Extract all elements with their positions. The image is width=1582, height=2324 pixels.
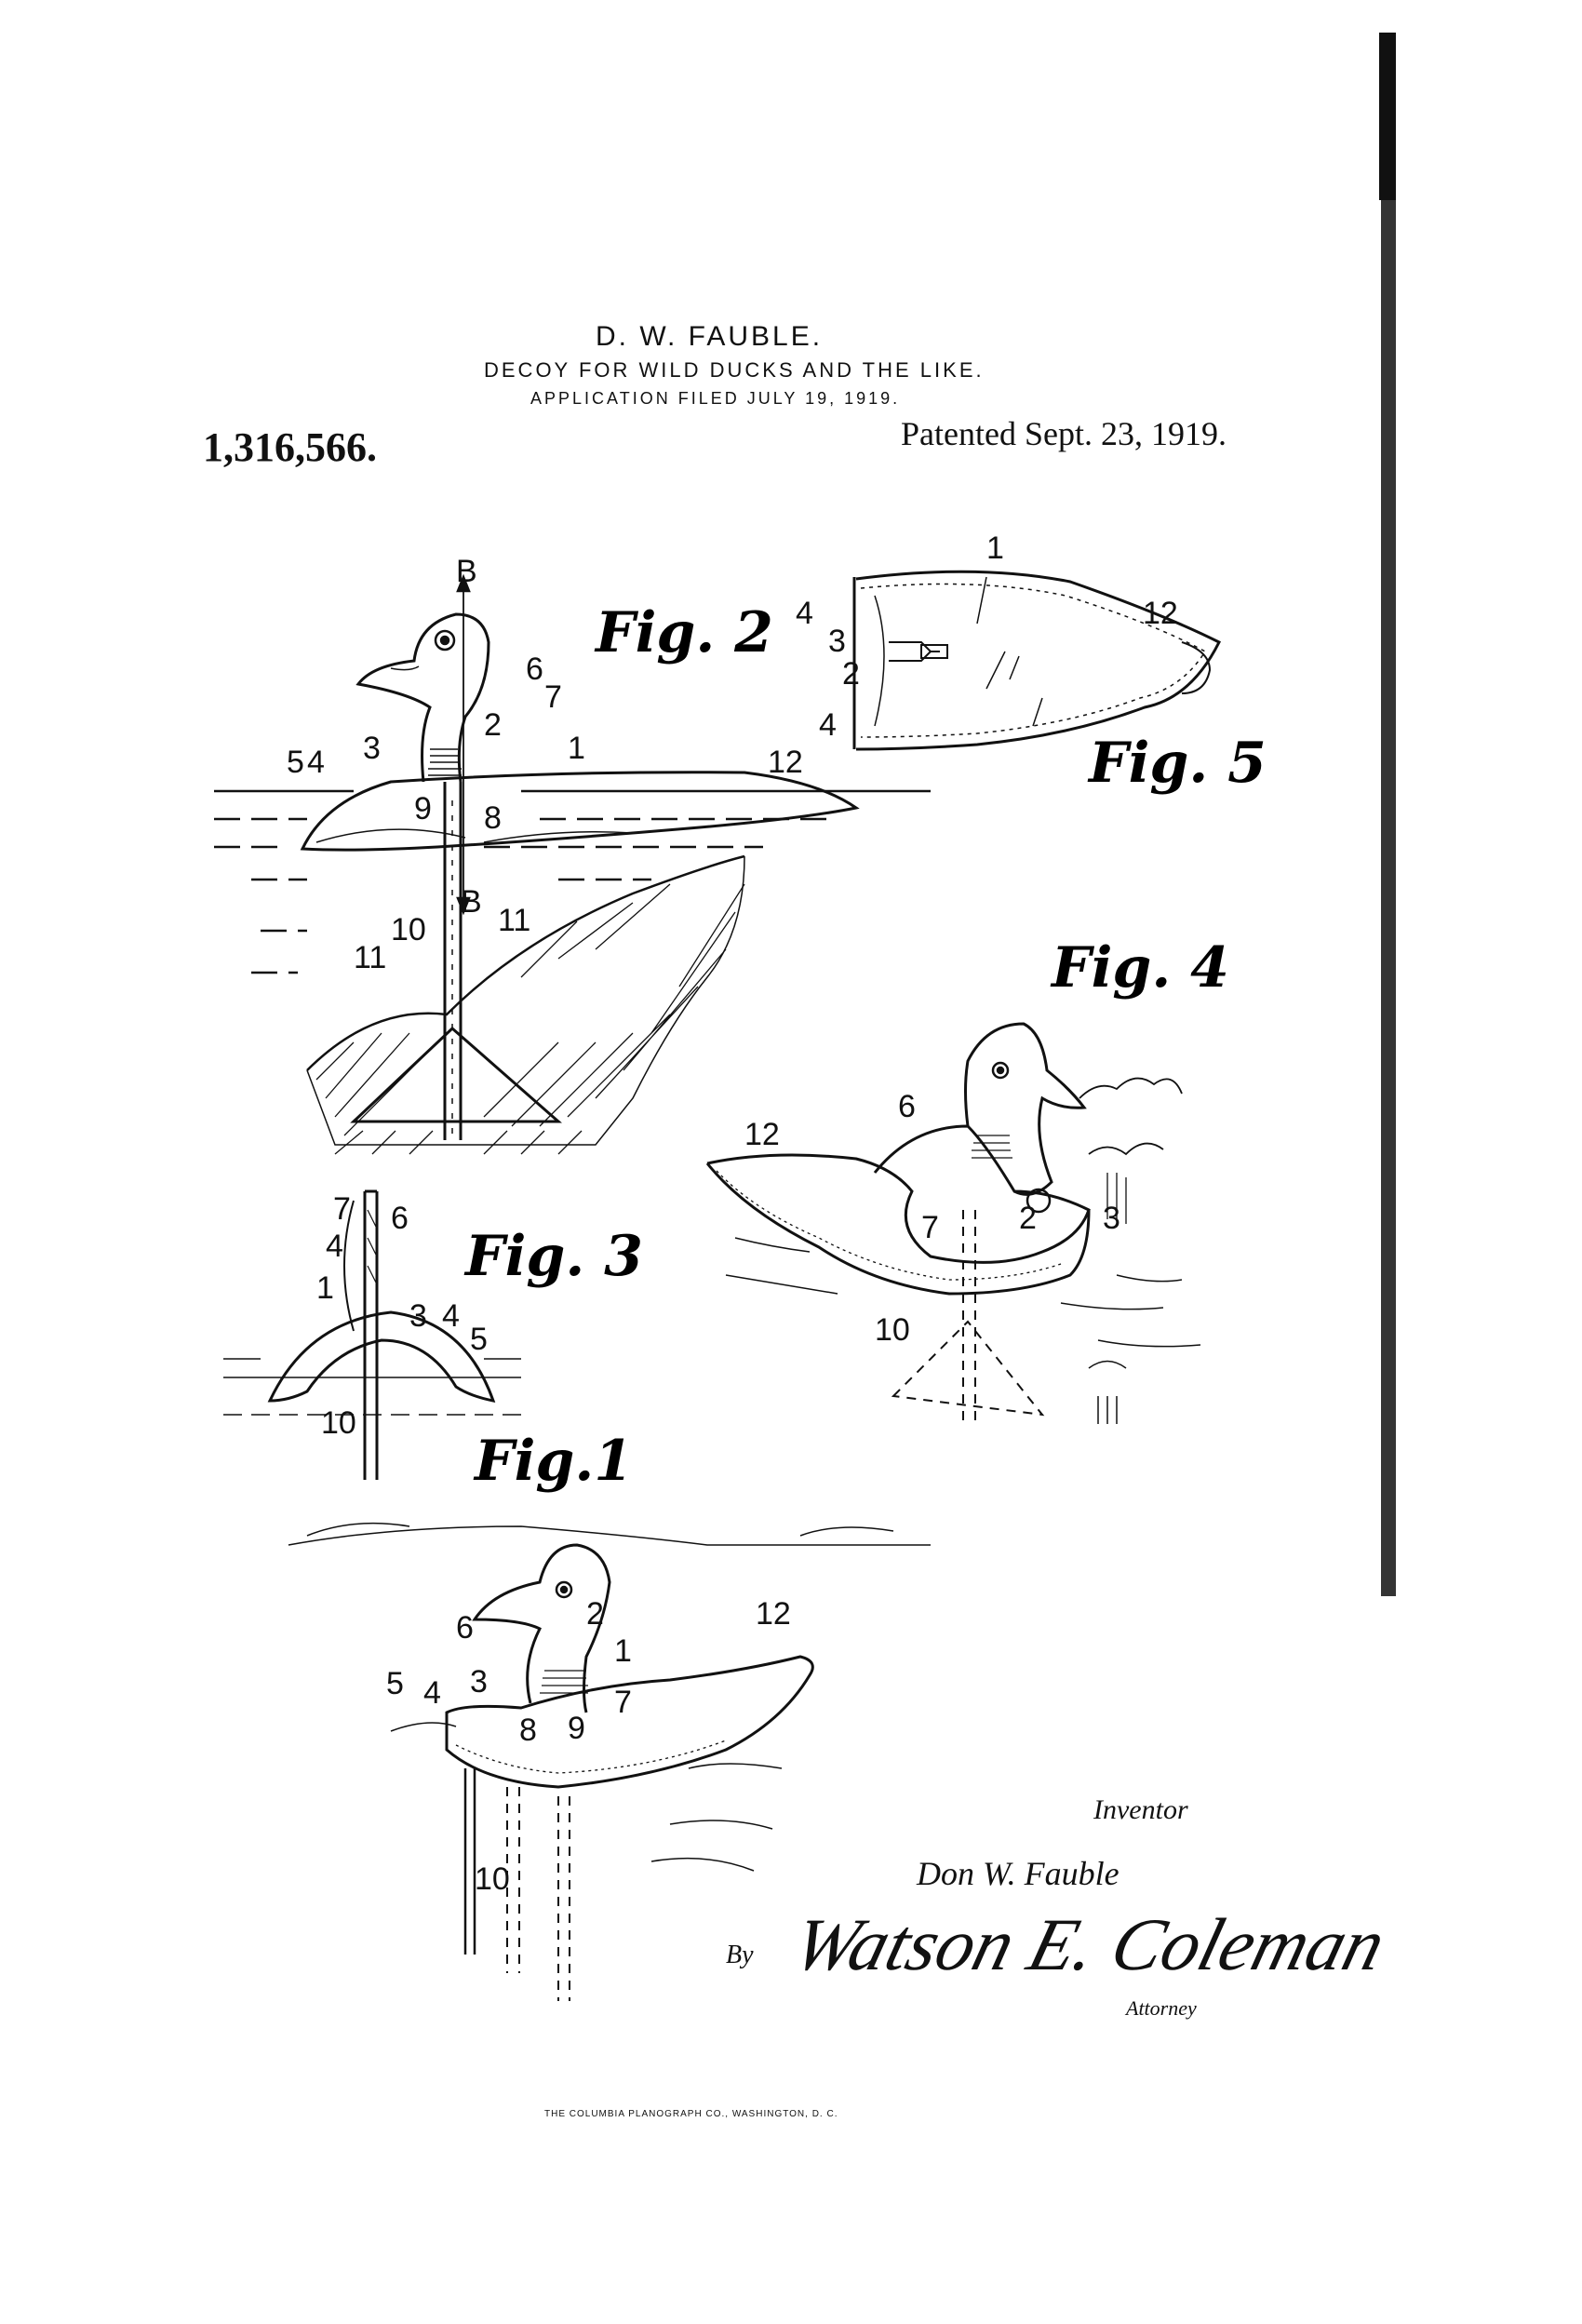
svg-text:B: B (456, 554, 477, 589)
inventor-header: D. W. FAUBLE. (596, 321, 824, 352)
svg-text:3: 3 (409, 1298, 427, 1334)
svg-text:1: 1 (614, 1633, 632, 1669)
svg-text:12: 12 (744, 1117, 780, 1152)
svg-text:2: 2 (1019, 1201, 1037, 1236)
svg-text:2: 2 (842, 656, 860, 692)
svg-text:6: 6 (526, 652, 543, 687)
svg-text:6: 6 (898, 1089, 916, 1124)
fig1-label: Fig.1 (475, 1429, 633, 1494)
svg-text:1: 1 (986, 531, 1004, 566)
svg-text:9: 9 (414, 791, 432, 826)
svg-text:1: 1 (316, 1270, 334, 1306)
patent-number: 1,316,566. (203, 424, 377, 470)
svg-text:5: 5 (287, 745, 304, 780)
svg-text:6: 6 (391, 1201, 409, 1236)
by-label: By (726, 1941, 754, 1969)
svg-text:4: 4 (423, 1675, 441, 1711)
svg-text:10: 10 (475, 1861, 510, 1897)
svg-text:12: 12 (1143, 596, 1178, 631)
inventor-label: Inventor (1093, 1794, 1188, 1825)
svg-text:8: 8 (519, 1713, 537, 1748)
fig2-label: Fig. 2 (596, 600, 773, 665)
fig2-drawing (214, 577, 931, 1154)
svg-text:4: 4 (819, 707, 837, 743)
printer-credit: THE COLUMBIA PLANOGRAPH CO., WASHINGTON, D. C. (544, 2109, 838, 2119)
svg-text:3: 3 (363, 731, 381, 766)
svg-text:4: 4 (326, 1229, 343, 1264)
svg-text:B: B (461, 884, 482, 920)
patented-date: Patented Sept. 23, 1919. (901, 415, 1227, 452)
fig4-drawing (707, 1024, 1200, 1424)
svg-text:4: 4 (442, 1298, 460, 1334)
svg-text:6: 6 (456, 1610, 474, 1646)
attorney-signature: Watson E. Coleman (784, 1904, 1394, 1986)
svg-text:1: 1 (568, 731, 585, 766)
patent-title: DECOY FOR WILD DUCKS AND THE LIKE. (484, 358, 985, 382)
svg-text:3: 3 (828, 624, 846, 659)
svg-text:11: 11 (498, 903, 531, 938)
svg-text:7: 7 (614, 1685, 632, 1720)
svg-text:3: 3 (470, 1664, 488, 1699)
svg-text:9: 9 (568, 1711, 585, 1746)
svg-text:4: 4 (307, 745, 325, 780)
svg-text:7: 7 (333, 1191, 351, 1227)
svg-text:7: 7 (921, 1210, 939, 1245)
application-filed: APPLICATION FILED JULY 19, 1919. (530, 389, 901, 408)
svg-text:7: 7 (544, 679, 562, 715)
svg-text:4: 4 (796, 596, 813, 631)
svg-text:10: 10 (391, 912, 426, 947)
svg-text:2: 2 (484, 707, 502, 743)
svg-text:12: 12 (756, 1596, 791, 1632)
fig3-label: Fig. 3 (465, 1224, 643, 1289)
svg-text:12: 12 (768, 745, 803, 780)
fig5-label: Fig. 5 (1089, 731, 1267, 796)
attorney-label: Attorney (1126, 1996, 1197, 2020)
svg-text:3: 3 (1103, 1201, 1120, 1236)
svg-text:5: 5 (386, 1666, 404, 1701)
svg-text:5: 5 (470, 1322, 488, 1357)
svg-text:11: 11 (354, 940, 387, 975)
fig4-label: Fig. 4 (1052, 935, 1229, 1001)
svg-text:10: 10 (875, 1312, 910, 1348)
svg-text:8: 8 (484, 800, 502, 836)
svg-text:2: 2 (586, 1596, 604, 1632)
inventor-signature: Don W. Fauble (917, 1855, 1119, 1892)
svg-text:10: 10 (321, 1405, 356, 1441)
